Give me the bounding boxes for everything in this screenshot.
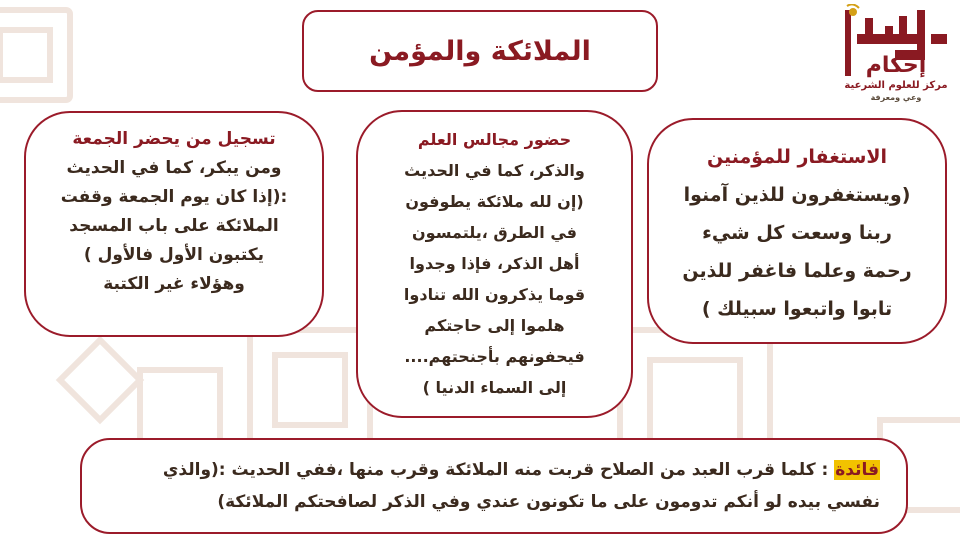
- card-line: الاستغفار للمؤمنين: [706, 146, 888, 168]
- card-line: يكتبون الأول فالأول ): [83, 245, 265, 265]
- page-title: الملائكة والمؤمن: [369, 35, 591, 67]
- card-line: (ويستغفرون للذين آمنوا: [683, 184, 911, 206]
- card-line: فيحفونهم بأجنحتهم....: [404, 347, 585, 366]
- card-line: تسجيل من يحضر الجمعة: [72, 129, 276, 149]
- card-line: (إن لله ملائكة يطوفون: [405, 192, 584, 211]
- card-line: في الطرق ،يلتمسون: [412, 223, 577, 242]
- card-line: حضور مجالس العلم: [417, 130, 572, 149]
- logo-subtitle-text: مركز للعلوم الشرعية: [844, 80, 948, 91]
- card-line: :(إذا كان يوم الجمعة وقفت: [60, 187, 288, 207]
- logo-tagline: وعي ومعرفة: [870, 93, 922, 102]
- card-dhikr-gatherings: [356, 110, 633, 418]
- card-line: رحمة وعلما فاغفر للذين: [682, 260, 912, 282]
- note-label: فائدة: [835, 460, 879, 480]
- card-line: ومن يبكر، كما في الحديث: [66, 158, 282, 178]
- logo-mark-icon: [837, 4, 955, 82]
- logo-name: إحكام: [865, 53, 927, 78]
- card-line: أهل الذكر، فإذا وجدوا: [409, 254, 580, 273]
- card-line: الملائكة على باب المسجد: [69, 216, 279, 236]
- card-seeking-forgiveness: [647, 118, 947, 344]
- card-line: ربنا وسعت كل شيء: [702, 222, 892, 244]
- card-line: قوما يذكرون الله تنادوا: [403, 285, 586, 304]
- benefit-note: [80, 438, 908, 534]
- logo-subtitle: [837, 80, 955, 104]
- title-box: [302, 10, 658, 92]
- card-line: والذكر، كما في الحديث: [404, 161, 585, 180]
- logo: [837, 4, 955, 104]
- card-line: وهؤلاء غير الكتبة: [103, 274, 245, 294]
- card-friday-attendance: [24, 111, 324, 337]
- note-line-2: نفسي بيده لو أنكم تدومون على ما تكونون عندي وفي الذكر لصافحتكم الملائكة): [217, 492, 880, 512]
- note-line-1: : كلما قرب العبد من الصلاح قربت منه الملائكة وقرب منها ،ففي الحديث :(والذي: [162, 460, 835, 480]
- card-line: هلموا إلى حاجتكم: [424, 316, 565, 335]
- card-line: إلى السماء الدنيا ): [422, 378, 567, 397]
- card-line: تابوا واتبعوا سبيلك ): [701, 298, 893, 320]
